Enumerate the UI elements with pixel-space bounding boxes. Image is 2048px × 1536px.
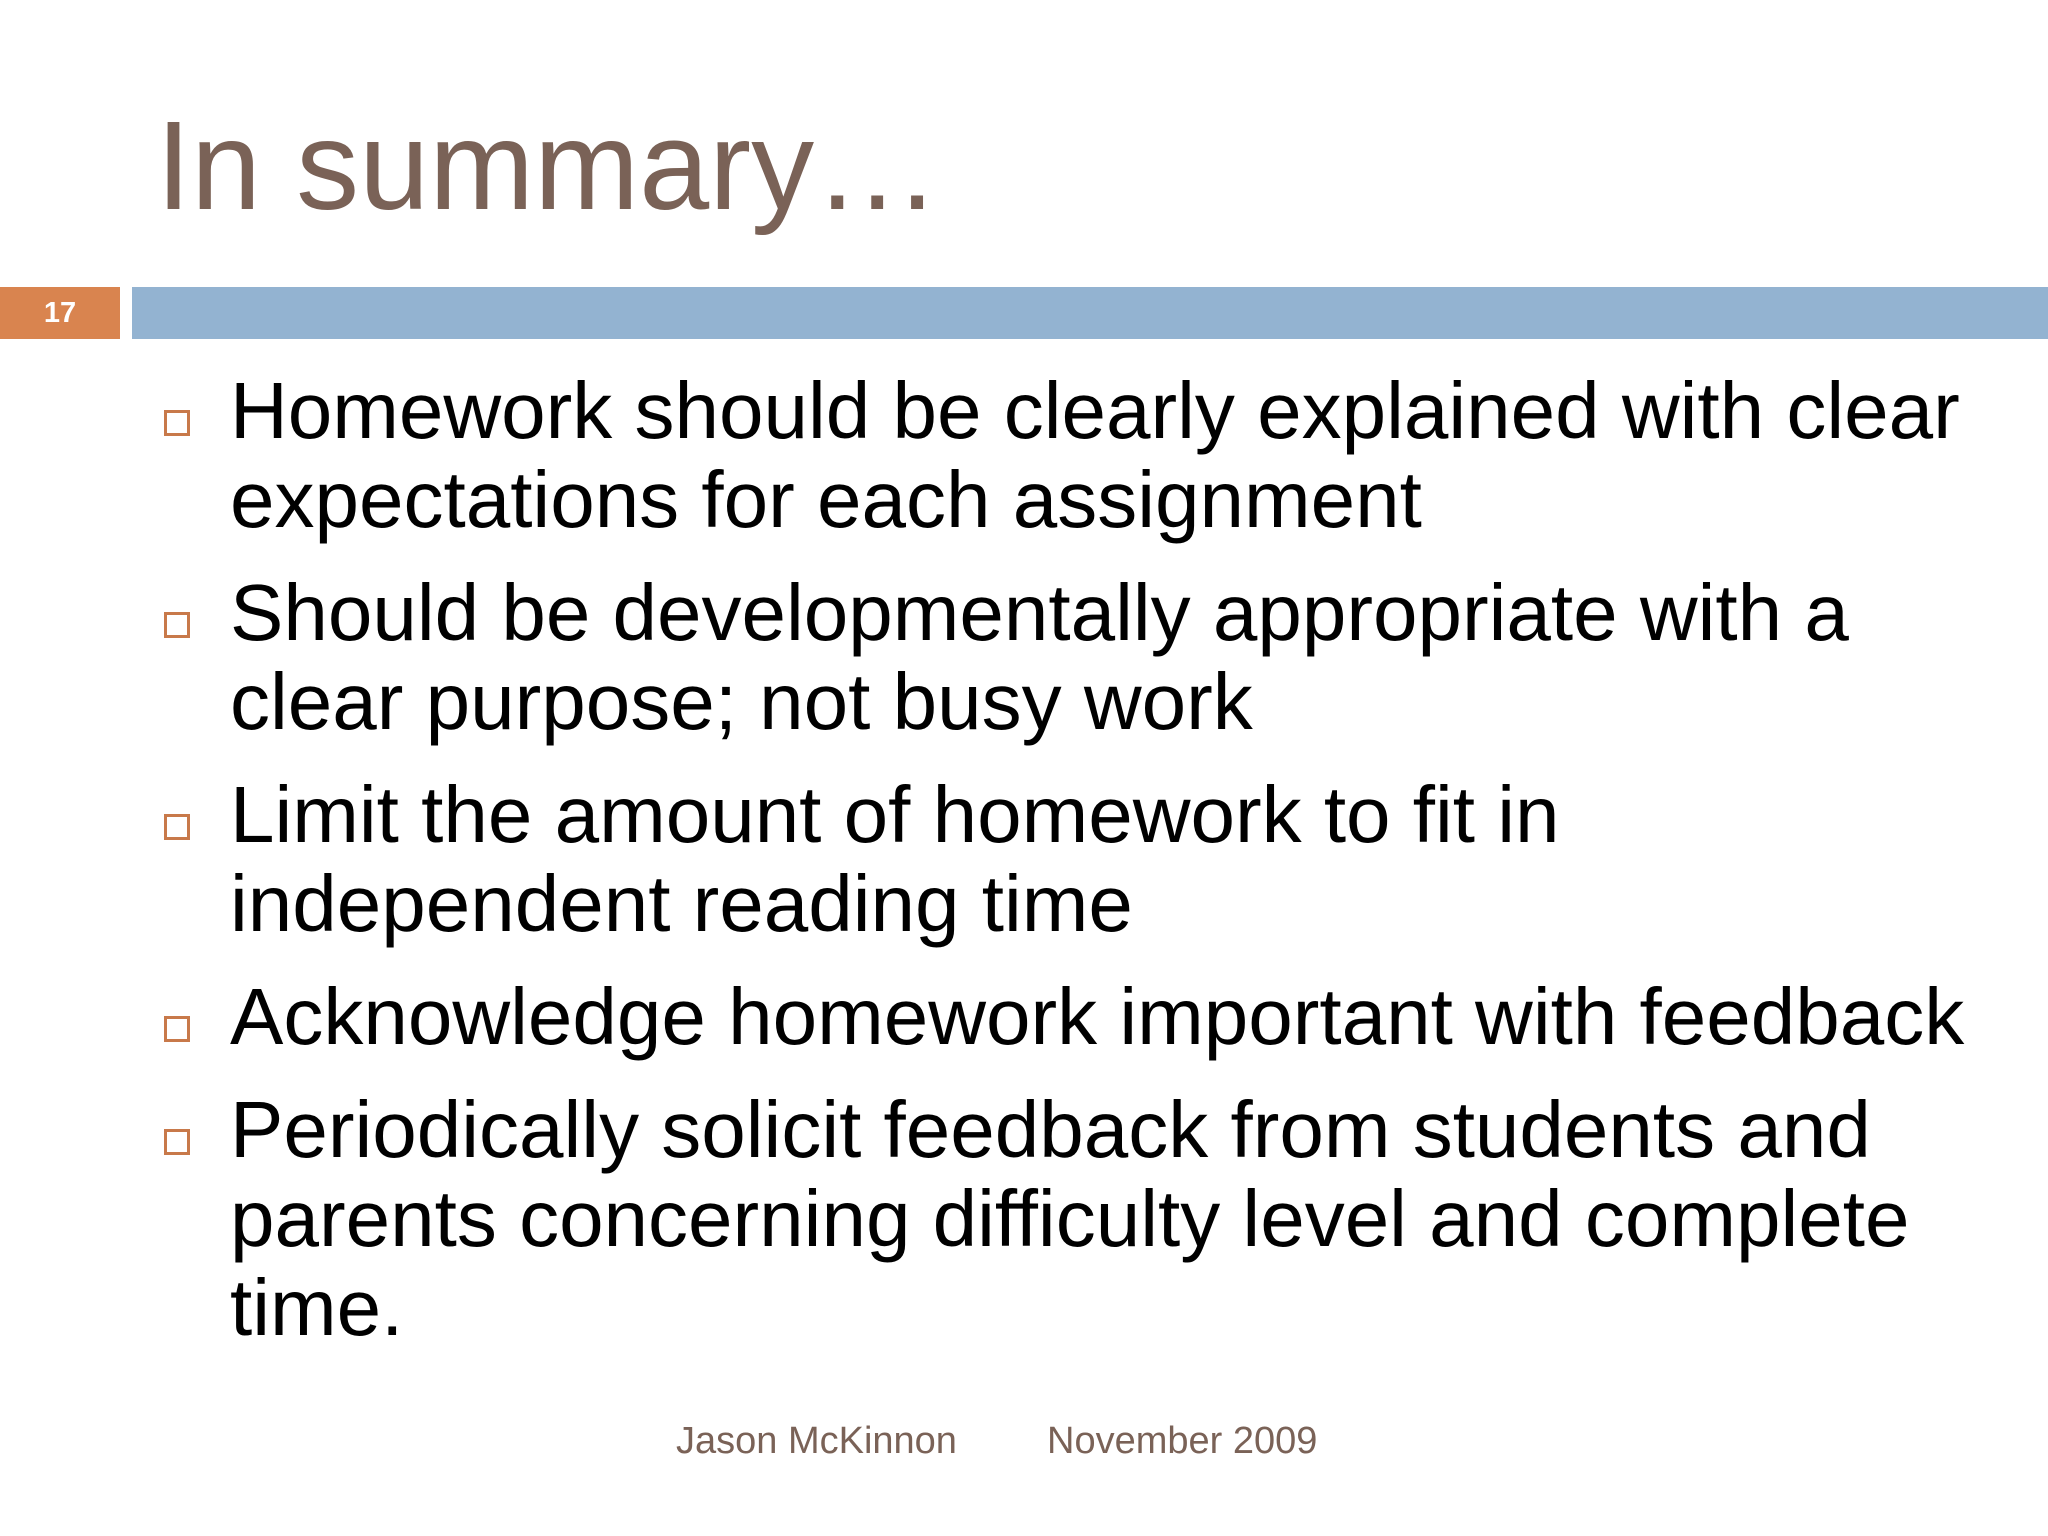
bullet-text: Should be developmentally appropriate with a clear purpose; not busy work — [230, 568, 1849, 746]
bullet-text: Periodically solicit feedback from students and parents concerning difficulty level and complete time. — [230, 1085, 1910, 1352]
bullet-text: Limit the amount of homework to fit in independent reading time — [230, 770, 1560, 948]
square-bullet-icon — [164, 814, 190, 840]
footer-author: Jason McKinnon — [676, 1420, 957, 1462]
bullet-item — [160, 972, 2000, 1061]
bullet-text: Acknowledge homework important with feedback — [230, 972, 1965, 1061]
bullet-item — [160, 366, 2000, 544]
square-bullet-icon — [164, 1016, 190, 1042]
bullet-item — [160, 568, 2000, 746]
square-bullet-icon — [164, 1129, 190, 1155]
bullet-item — [160, 1085, 2000, 1352]
bullet-text: Homework should be clearly explained with clear expectations for each assignment — [230, 366, 1960, 544]
title-divider-bar — [132, 287, 2048, 339]
square-bullet-icon — [164, 612, 190, 638]
bullet-list — [160, 366, 2000, 1376]
slide-number-badge: 17 — [0, 287, 120, 339]
bullet-item — [160, 770, 2000, 948]
square-bullet-icon — [164, 410, 190, 436]
footer-date: November 2009 — [1047, 1420, 1318, 1462]
slide-title: In summary… — [156, 95, 941, 236]
